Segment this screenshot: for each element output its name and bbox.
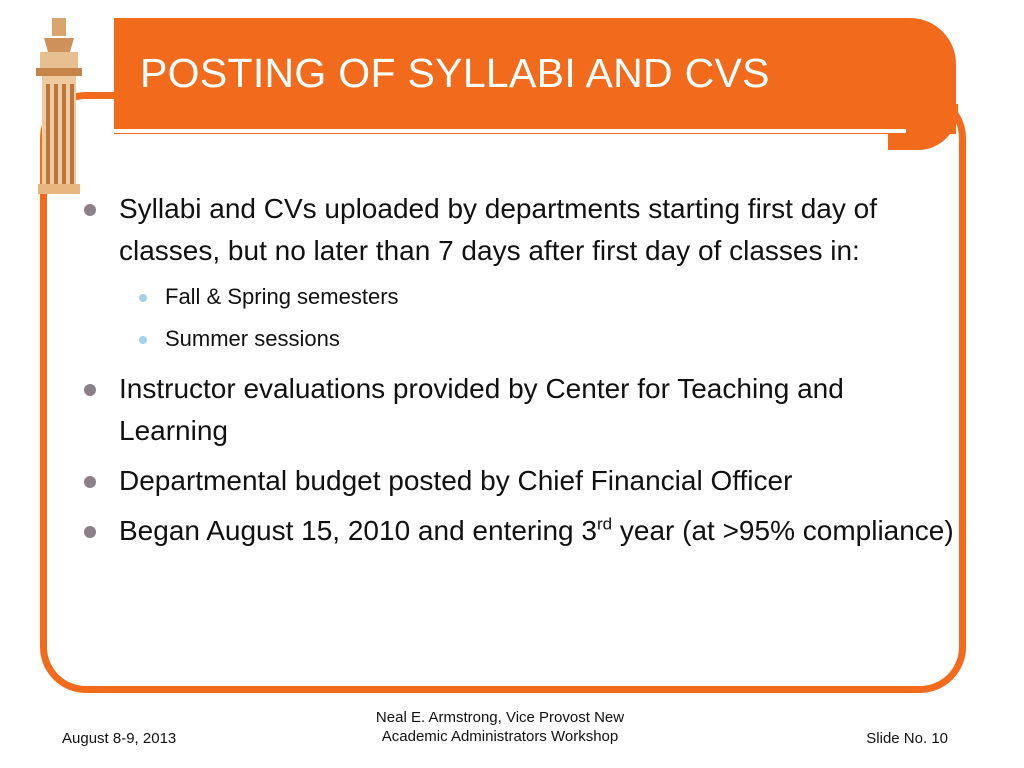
bullet-text: Syllabi and CVs uploaded by departments starting first day of classes, but no later than 7 days after first day of classes in: bbox=[119, 193, 877, 266]
bullet-list bbox=[78, 188, 958, 560]
slide-title: POSTING OF SYLLABI AND CVS bbox=[140, 50, 770, 96]
footer-slide-number: Slide No. 10 bbox=[866, 730, 948, 747]
ordinal-superscript: rd bbox=[596, 514, 613, 534]
bullet-item bbox=[78, 510, 958, 552]
sub-bullet-list bbox=[123, 276, 958, 360]
bullet-text: Departmental budget posted by Chief Financial Officer bbox=[119, 465, 793, 496]
bullet-item bbox=[78, 368, 958, 452]
footer-center-line2: Academic Administrators Workshop bbox=[381, 728, 619, 745]
footer-date: August 8-9, 2013 bbox=[62, 730, 177, 747]
bullet-text-end: year (at >95% compliance) bbox=[612, 515, 954, 546]
title-underline bbox=[114, 129, 906, 133]
sub-bullet-item: Summer sessions bbox=[123, 318, 958, 360]
sub-bullet-item: Fall & Spring semesters bbox=[123, 276, 958, 318]
tower-icon bbox=[4, 8, 114, 198]
footer-center-line1: Neal E. Armstrong, Vice Provost New bbox=[375, 709, 625, 726]
bullet-text: Instructor evaluations provided by Center for Teaching and Learning bbox=[119, 373, 844, 446]
bullet-text-start: Began August 15, 2010 and entering 3 bbox=[119, 515, 597, 546]
footer-presenter bbox=[340, 708, 660, 746]
bullet-item bbox=[78, 188, 958, 360]
bullet-item bbox=[78, 460, 958, 502]
